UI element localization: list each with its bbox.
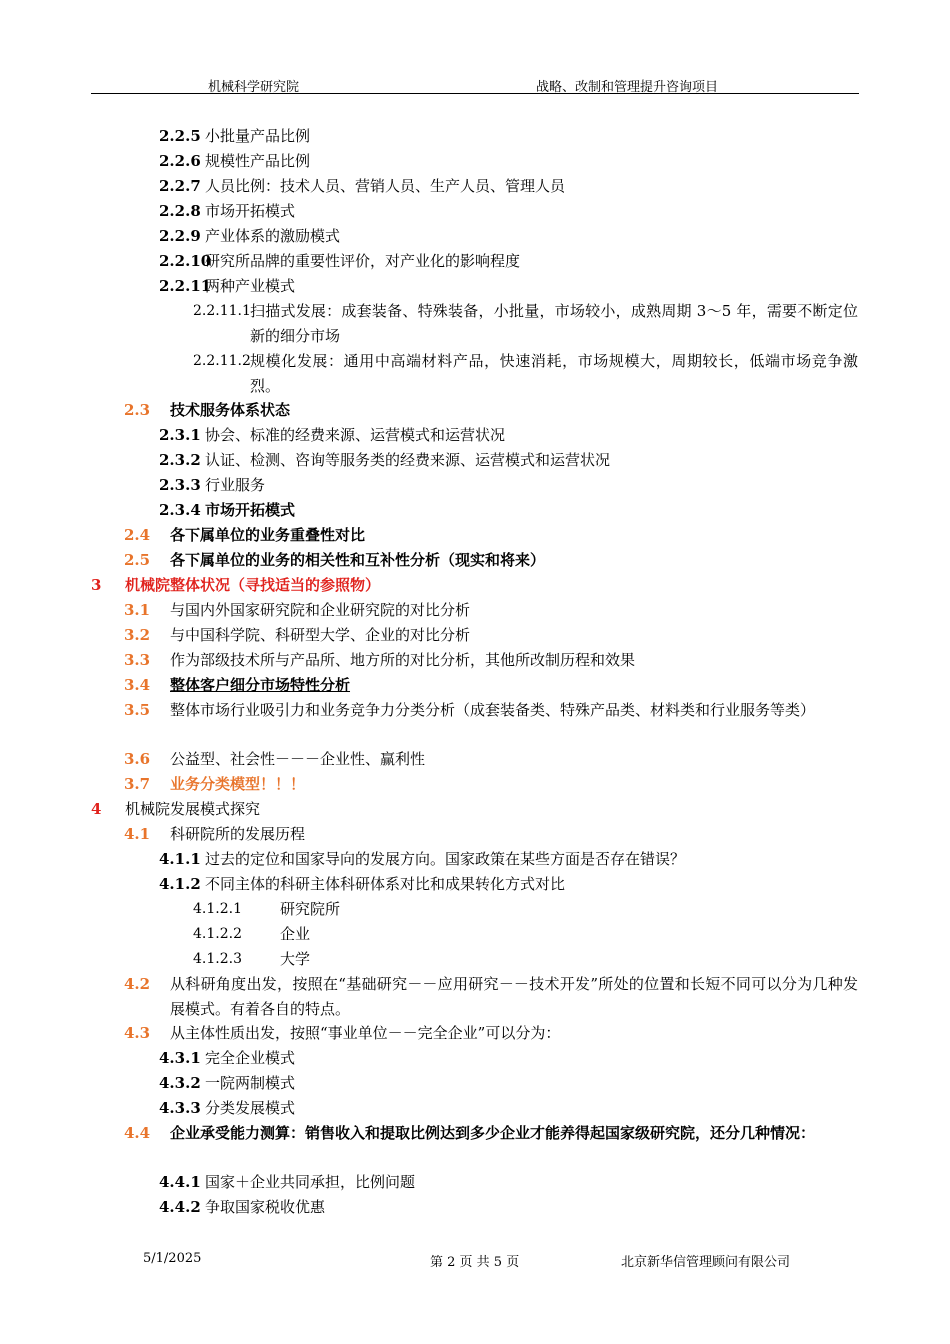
section-title: 机械院整体状况（寻找适当的参照物）: [125, 576, 381, 594]
item-text: 行业服务: [205, 476, 266, 494]
item-text: 与中国科学院、科研型大学、企业的对比分析: [170, 626, 471, 644]
item-text: 公益型、社会性－－－企业性、赢利性: [170, 750, 426, 768]
item-number: 4.1.2: [159, 875, 201, 893]
item-text: 企业承受能力测算：销售收入和提取比例达到多少企业才能养得起国家级研究院，还分几种情况：: [170, 1124, 816, 1142]
item-text: 不同主体的科研主体科研体系对比和成果转化方式对比: [205, 875, 566, 893]
section-number: 4: [91, 800, 102, 818]
item-number: 3.6: [124, 750, 151, 768]
item-text: 整体市场行业吸引力和业务竞争力分类分析（成套装备类、特殊产品类、材料类和行业服务等类）: [170, 701, 816, 719]
header-right: 战略、改制和管理提升咨询项目: [536, 80, 719, 95]
item-text: 分类发展模式: [205, 1099, 296, 1117]
item-number: 2.4: [124, 526, 151, 544]
item-text: 人员比例：技术人员、营销人员、生产人员、管理人员: [205, 177, 566, 195]
item-number: 2.3: [124, 401, 151, 419]
item-number: 4.3.2: [159, 1074, 201, 1092]
item-number: 3.3: [124, 651, 151, 669]
item-text: 市场开拓模式: [205, 501, 296, 519]
item-text: 产业体系的激励模式: [205, 227, 341, 245]
item-number: 4.1.2.2: [193, 926, 242, 942]
item-text: 从科研角度出发，按照在“基础研究－－应用研究－－技术开发”所处的位置和长短不同可以分为几种发展模式。有着各自的特点。: [170, 975, 858, 1018]
item-text: 大学: [280, 950, 311, 968]
item-number: 4.3.3: [159, 1099, 201, 1117]
item-number: 2.2.10: [159, 252, 212, 270]
item-text: 市场开拓模式: [205, 202, 296, 220]
item-text: 认证、检测、咨询等服务类的经费来源、运营模式和运营状况: [205, 451, 611, 469]
item-number: 2.2.9: [159, 227, 201, 245]
item-number: 4.1.2.1: [193, 901, 242, 917]
item-text: 争取国家税收优惠: [205, 1198, 326, 1216]
item-text: 协会、标准的经费来源、运营模式和运营状况: [205, 426, 506, 444]
header-rule: [91, 93, 859, 94]
item-number: 2.3.2: [159, 451, 201, 469]
item-number: 3.7: [124, 775, 151, 793]
item-number: 3.5: [124, 701, 151, 719]
item-number: 4.4.2: [159, 1198, 201, 1216]
item-text: 小批量产品比例: [205, 127, 311, 145]
item-number: 2.3.4: [159, 501, 201, 519]
item-text: 两种产业模式: [205, 277, 296, 295]
footer-page-number: 第 2 页 共 5 页: [430, 1255, 520, 1270]
item-text: 企业: [280, 925, 311, 943]
item-text: 研究院所: [280, 900, 341, 918]
section-number: 3: [91, 576, 102, 594]
item-number: 2.2.8: [159, 202, 201, 220]
item-number: 4.3.1: [159, 1049, 201, 1067]
item-text: 完全企业模式: [205, 1049, 296, 1067]
item-text: 过去的定位和国家导向的发展方向。国家政策在某些方面是否存在错误？: [205, 850, 686, 868]
item-number: 2.3.3: [159, 476, 201, 494]
footer-company: 北京新华信管理顾问有限公司: [621, 1255, 791, 1270]
item-number: 4.1: [124, 825, 151, 843]
item-number: 2.2.6: [159, 152, 201, 170]
item-number: 2.2.11.1: [193, 303, 251, 319]
item-number: 4.3: [124, 1024, 151, 1042]
item-number: 2.5: [124, 551, 151, 569]
item-number: 2.2.5: [159, 127, 201, 145]
item-text: 科研院所的发展历程: [170, 825, 306, 843]
item-text: 业务分类模型！！！: [170, 775, 306, 793]
item-number: 4.4: [124, 1124, 151, 1142]
item-text: 各下属单位的业务重叠性对比: [170, 526, 366, 544]
section-title: 机械院发展模式探究: [125, 800, 261, 818]
item-text: 整体客户细分市场特性分析: [170, 676, 351, 694]
item-text: 研究所品牌的重要性评价，对产业化的影响程度: [205, 252, 521, 270]
item-number: 4.4.1: [159, 1173, 201, 1191]
item-text: 各下属单位的业务的相关性和互补性分析（现实和将来）: [170, 551, 546, 569]
item-number: 4.1.2.3: [193, 951, 242, 967]
item-text: 规模化发展：通用中高端材料产品，快速消耗，市场规模大，周期较长，低端市场竞争激烈。: [250, 352, 858, 395]
item-text: 与国内外国家研究院和企业研究院的对比分析: [170, 601, 471, 619]
item-number: 3.2: [124, 626, 151, 644]
item-number: 2.3.1: [159, 426, 201, 444]
item-text: 国家＋企业共同承担，比例问题: [205, 1173, 416, 1191]
item-number: 2.2.11: [159, 277, 212, 295]
item-number: 3.1: [124, 601, 151, 619]
item-number: 2.2.7: [159, 177, 201, 195]
item-text: 技术服务体系状态: [170, 401, 291, 419]
item-number: 3.4: [124, 676, 151, 694]
item-text: 一院两制模式: [205, 1074, 296, 1092]
footer-date: 5/1/2025: [143, 1251, 202, 1266]
item-text: 从主体性质出发，按照“事业单位－－完全企业”可以分为：: [170, 1024, 561, 1042]
item-number: 2.2.11.2: [193, 353, 251, 369]
item-number: 4.2: [124, 975, 151, 993]
item-text: 规模性产品比例: [205, 152, 311, 170]
item-text: 作为部级技术所与产品所、地方所的对比分析，其他所改制历程和效果: [170, 651, 636, 669]
header-left: 机械科学研究院: [208, 80, 300, 95]
item-text: 扫描式发展：成套装备、特殊装备，小批量，市场较小，成熟周期 3～5 年，需要不断定位新的细分市场: [250, 302, 858, 345]
item-number: 4.1.1: [159, 850, 201, 868]
